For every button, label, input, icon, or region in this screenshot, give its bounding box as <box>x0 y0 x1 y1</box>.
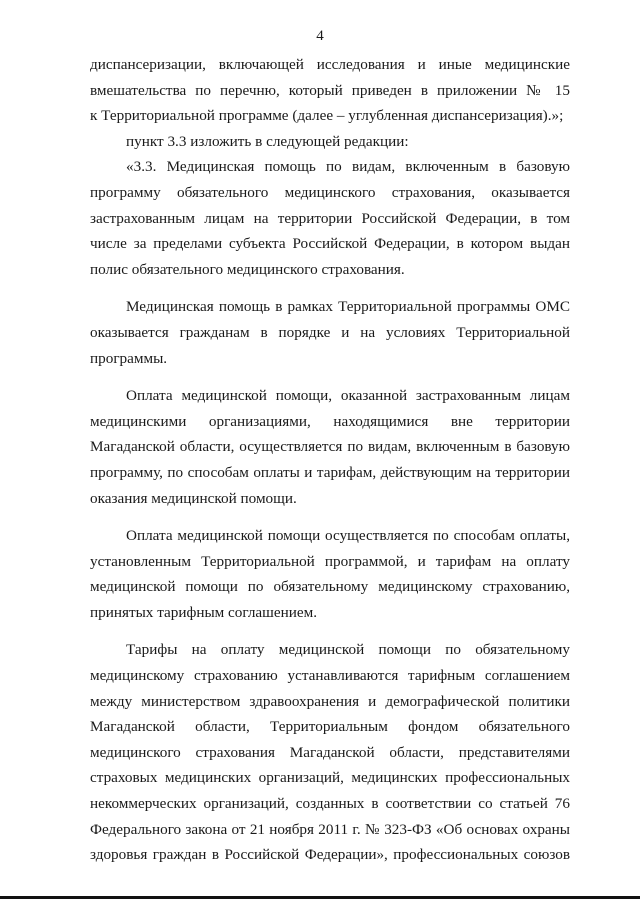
paragraph-continuation <box>90 52 570 129</box>
text-line: оказывается гражданам в порядке и на условиях Территориальной <box>90 323 570 341</box>
text-line: к Территориальной программе (далее – углубленная диспансеризация).»; <box>90 107 564 125</box>
text-line: Оплата медицинской помощи, оказанной застрахованным лицам <box>126 387 570 405</box>
text-line: «3.3. Медицинская помощь по видам, включенным в базовую <box>126 158 570 176</box>
text-line: медицинского страхования Магаданской области, представителями <box>90 743 570 761</box>
document-body <box>90 52 570 868</box>
text-line: полис обязательного медицинского страхования. <box>90 260 405 278</box>
text-line: медицинской помощи по обязательному медицинскому страхованию, <box>90 578 570 596</box>
text-line: Медицинская помощь в рамках Территориальной программы ОМС <box>126 298 570 316</box>
text-line: оказания медицинской помощи. <box>90 489 297 507</box>
text-line: между министерством здравоохранения и демографической политики <box>90 692 570 710</box>
text-line: диспансеризации, включающей исследования и иные медицинские <box>90 56 570 73</box>
text-line: установленным Территориальной программой, и тарифам на оплату <box>90 552 570 570</box>
text-line: Магаданской области, осуществляется по видам, включенным в базовую <box>90 438 570 456</box>
paragraph-amendment-intro <box>90 129 570 155</box>
text-line: программы. <box>90 349 168 367</box>
text-line: некоммерческих организаций, созданных в соответствии со статьей 76 <box>90 795 570 813</box>
text-line: Магаданской области, Территориальным фондом обязательного <box>90 718 570 736</box>
scan-edge-line <box>0 896 640 899</box>
text-line: страховых медицинских организаций, медицинских профессиональных <box>90 769 570 787</box>
text-line: программу обязательного медицинского страхования, оказывается <box>90 183 570 201</box>
text-line: медицинскими организациями, находящимися вне территории <box>90 412 570 430</box>
page-number: 4 <box>316 28 324 44</box>
paragraph-payment-methods <box>90 523 570 625</box>
text-line: вмешательства по перечню, который приведен в приложении № 15 <box>90 81 570 99</box>
paragraph-oms-program <box>90 294 570 371</box>
paragraph-tariffs <box>90 637 570 867</box>
text-line: Оплата медицинской помощи осуществляется по способам оплаты, <box>126 527 570 545</box>
text-line: пункт 3.3 изложить в следующей редакции: <box>126 132 409 150</box>
text-line: программу, по способам оплаты и тарифам, действующим на территории <box>90 463 570 481</box>
text-line: числе за пределами субъекта Российской Федерации, в котором выдан <box>90 235 570 253</box>
paragraph-payment-outside <box>90 383 570 511</box>
paragraph-clause-3-3 <box>90 154 570 282</box>
text-line: Тарифы на оплату медицинской помощи по обязательному <box>126 641 570 659</box>
text-line: здоровья граждан в Российской Федерации», профессиональных союзов <box>90 846 570 864</box>
text-line: медицинскому страхованию устанавливаются тарифным соглашением <box>90 667 570 685</box>
text-line: застрахованным лицам на территории Российской Федерации, в том <box>90 209 570 227</box>
text-line: Федерального закона от 21 ноября 2011 г. № 323-ФЗ «Об основах охраны <box>90 820 570 838</box>
text-line: принятых тарифным соглашением. <box>90 603 318 621</box>
